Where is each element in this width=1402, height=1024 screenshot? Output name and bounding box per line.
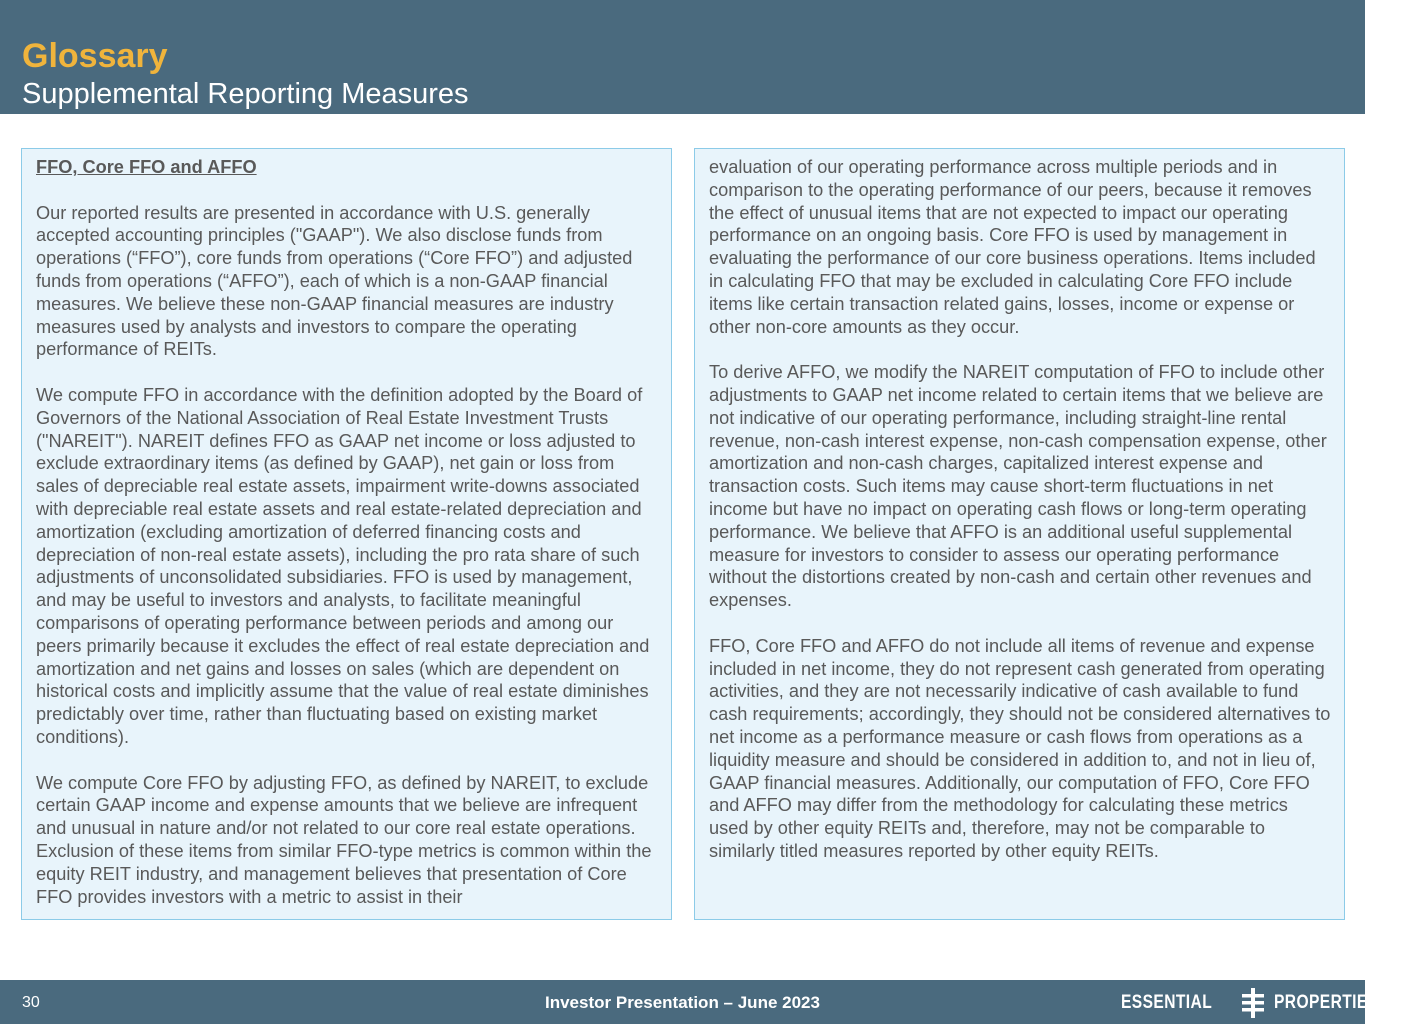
company-logo <box>1121 990 1402 1016</box>
paragraph-affo-definition: To derive AFFO, we modify the NAREIT computation of FFO to include other adjustments to GAAP net income related to certain items that we believe are not indicative of our operating performance, including straight-line rental revenue, non-cash interest expense, non-cash compensation expense, other amortization and non-cash charges, capitalized interest expense and transaction costs. Such items may cause short-term fluctuations in net income but have no impact on operating cash flows or long-term operating performance. We believe that AFFO is an additional useful supplemental measure for investors to consider to assess our operating performance without the distortions created by non-cash and certain other revenues and expenses. <box>709 362 1327 611</box>
paragraph-ffo-definition: We compute FFO in accordance with the definition adopted by the Board of Governors of the National Association of Real Estate Investment Trusts ("NAREIT"). NAREIT defines FFO as GAAP net income or loss adjusted to exclude extraordinary items (as defined by GAAP), net gain or loss from sales of depreciable real estate assets, impairment write-downs associated with depreciable real estate assets and real estate-related depreciation and amortization (excluding amortization of deferred financing costs and depreciation of non-real estate assets), including the pro rata share of such adjustments of unconsolidated subsidiaries. FFO is used by management, and may be useful to investors and analysts, to facilitate meaningful comparisons of operating performance between periods and among our peers primarily because it excludes the effect of real estate depreciation and amortization and net gains and losses on sales (which are dependent on historical costs and implicitly assume that the value of real estate diminishes predictably over time, rather than fluctuating based on existing market conditions). <box>36 384 650 747</box>
logo-text-essential: ESSENTIAL <box>1121 992 1213 1013</box>
page-subtitle: Supplemental Reporting Measures <box>22 78 469 110</box>
essential-properties-logo-icon <box>1240 988 1266 1018</box>
logo-text-properties: PROPERTIES <box>1274 992 1379 1013</box>
paragraph-core-ffo: We compute Core FFO by adjusting FFO, as defined by NAREIT, to exclude certain GAAP income and expense amounts that we believe are infrequent and unusual in nature and/or not related to our core real estate operations. Exclusion of these items from similar FFO-type metrics is common within the equity REIT industry, and management believes that presentation of Core FFO provides investors with a metric to assist in their <box>36 772 652 907</box>
paragraph-gaap-intro: Our reported results are presented in accordance with U.S. generally accepted accounting principles ("GAAP"). We also disclose funds from operations (“FFO”), core funds from operations (“Core FFO”) and adjusted funds from operations (“AFFO”), each of which is a non-GAAP financial measures. We believe these non-GAAP financial measures are industry measures used by analysts and investors to compare the operating performance of REITs. <box>36 202 633 360</box>
paragraph-core-ffo-continued: evaluation of our operating performance across multiple periods and in comparison to the operating performance of our peers, because it removes the effect of unusual items that are not expected to impact our operating performance on an ongoing basis. Core FFO is used by management in evaluating the performance of our core business operations. Items included in calculating FFO that may be excluded in calculating Core FFO include items like certain transaction related gains, losses, income or expense or other non-core amounts as they occur. <box>709 157 1316 337</box>
page-title: Glossary <box>22 37 168 75</box>
footer-bar <box>0 980 1379 1024</box>
page-number: 30 <box>22 994 40 1011</box>
right-text-panel <box>694 148 1345 920</box>
paragraph-limitations: FFO, Core FFO and AFFO do not include all items of revenue and expense included in net income, they do not represent cash generated from operating activities, and they are not necessarily indicative of cash available to fund cash requirements; accordingly, they should not be considered alternatives to net income as a performance measure or cash flows from operations as a liquidity measure and should be considered in addition to, and not in lieu of, GAAP financial measures. Additionally, our computation of FFO, Core FFO and AFFO may differ from the methodology for calculating these metrics used by other equity REITs and, therefore, may not be comparable to similarly titled measures reported by other equity REITs. <box>709 635 1331 861</box>
presentation-title: Investor Presentation – June 2023 <box>545 993 820 1012</box>
section-heading: FFO, Core FFO and AFFO <box>36 157 257 177</box>
left-text-panel <box>21 148 672 920</box>
header-bar <box>0 0 1365 114</box>
